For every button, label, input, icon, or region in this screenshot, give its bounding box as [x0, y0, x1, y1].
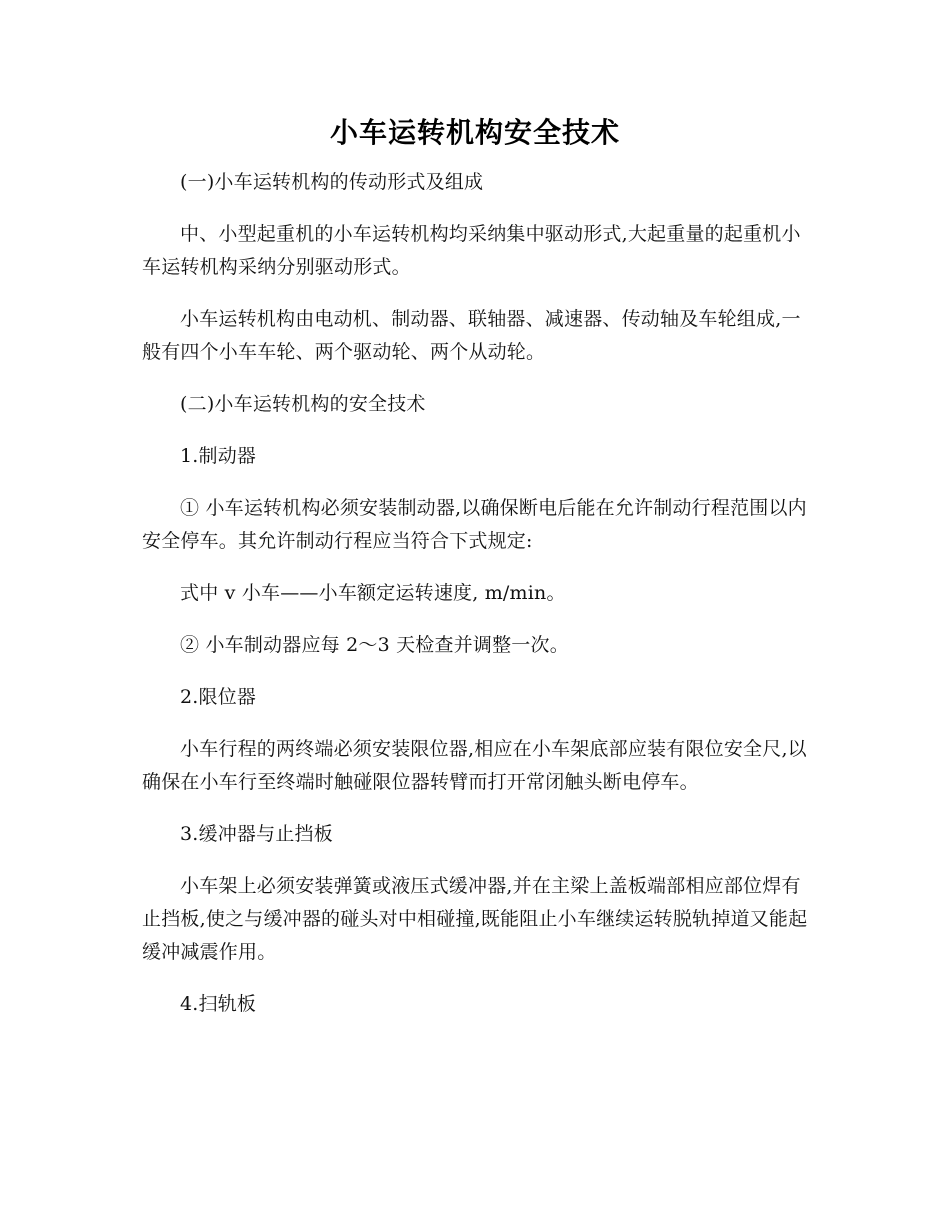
section-heading-2: (二)小车运转机构的安全技术 — [180, 393, 426, 415]
document-title: 小车运转机构安全技术 — [329, 116, 620, 149]
paragraph: ① 小车运转机构必须安装制动器,以确保断电后能在允许制动行程范围以内安全停车。其允许制动行程应当符合下式规定: — [142, 497, 807, 552]
paragraph: 中、小型起重机的小车运转机构均采纳集中驱动形式,大起重量的起重机小车运转机构采纳分别驱动形式。 — [142, 223, 801, 278]
subheading-buffer: 3.缓冲器与止挡板 — [180, 823, 333, 845]
section-heading-1: (一)小车运转机构的传动形式及组成 — [180, 171, 484, 193]
paragraph: 小车运转机构由电动机、制动器、联轴器、减速器、传动轴及车轮组成,一般有四个小车车轮、两个驱动轮、两个从动轮。 — [142, 308, 801, 363]
paragraph: 小车行程的两终端必须安装限位器,相应在小车架底部应装有限位安全尺,以确保在小车行至终端时触碰限位器转臂而打开常闭触头断电停车。 — [142, 738, 807, 793]
subheading-rail-sweeper: 4.扫轨板 — [180, 993, 257, 1015]
paragraph: 式中 v 小车——小车额定运转速度, m/min。 — [180, 582, 566, 604]
document-body — [142, 166, 810, 1021]
paragraph: ② 小车制动器应每 2～3 天检查并调整一次。 — [180, 634, 569, 656]
subheading-brake: 1.制动器 — [180, 445, 257, 467]
subheading-limiter: 2.限位器 — [180, 686, 257, 708]
paragraph: 小车架上必须安装弹簧或液压式缓冲器,并在主梁上盖板端部相应部位焊有止挡板,使之与缓冲器的碰头对中相碰撞,既能阻止小车继续运转脱轨掉道又能起缓冲减震作用。 — [142, 875, 808, 963]
